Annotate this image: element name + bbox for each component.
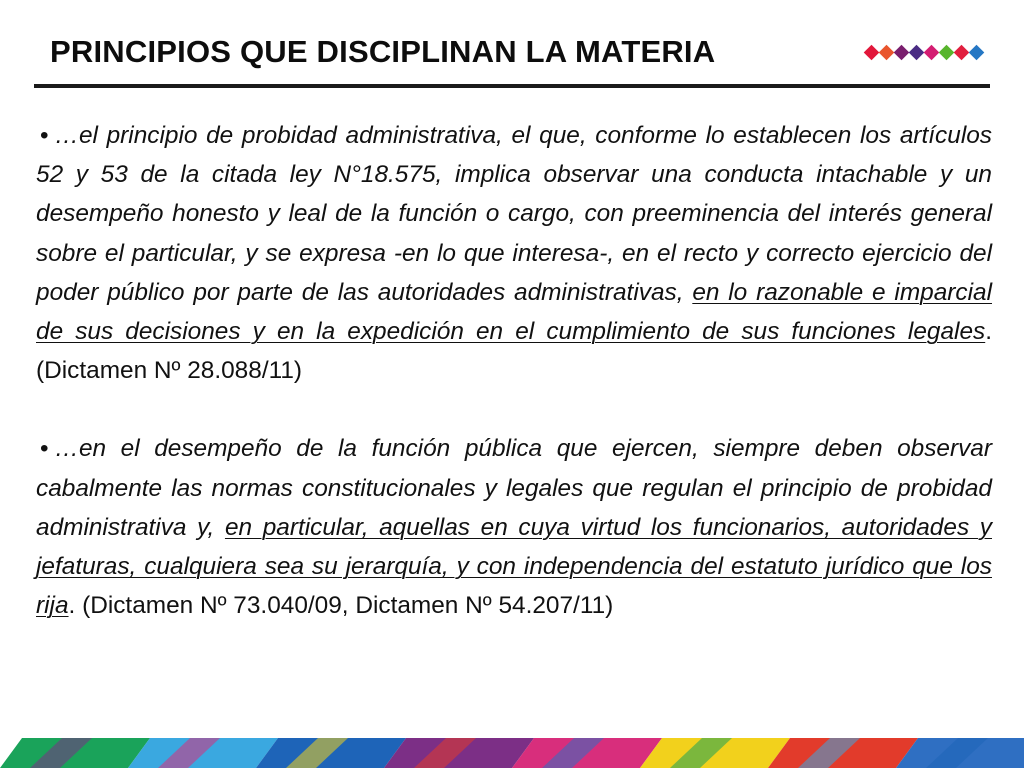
bullet-paragraph-2 (36, 429, 992, 625)
decorative-diamond-row (866, 43, 992, 63)
decorative-diamond (954, 45, 970, 61)
paragraph-1-italic-text: …el principio de probidad administrativa, el que, conforme lo establecen los artículos 52 y 53 de la citada ley N°18.575, implica observar una conducta intachable y un desempeño honesto y leal de la función o cargo, con preeminencia del interés general sobre el particular, y se expresa -en lo que interesa-, en el recto y correcto ejercicio del poder público por parte de las autoridades administrativas, (36, 122, 992, 306)
decorative-diamond (864, 45, 880, 61)
bullet-icon: • (40, 435, 49, 463)
decorative-diamond (909, 45, 925, 61)
decorative-diamond (879, 45, 895, 61)
paragraph-2-italic-text: …en el desempeño de la función pública que ejercen, siempre deben observar cabalmente las normas constitucionales y legales que regulan el principio de probidad administrativa y, (36, 435, 992, 541)
decorative-diamond (969, 45, 985, 61)
bullet-paragraph-1 (36, 116, 992, 390)
slide-body (36, 116, 992, 625)
decorative-diamond (894, 45, 910, 61)
paragraph-1-underlined-text: en lo razonable e imparcial de sus decisiones y en la expedición en el cumplimiento de sus funciones legales (36, 278, 992, 346)
decorative-diamond (939, 45, 955, 61)
paragraph-2-underlined-text: en particular, aquellas en cuya virtud los funcionarios, autoridades y jefaturas, cualquiera sea su jerarquía, y con independencia del estatuto jurídico que los rija (36, 513, 992, 620)
slide-title: PRINCIPIOS QUE DISCIPLINAN LA MATERIA (50, 34, 716, 69)
paragraph-1-citation: . (Dictamen Nº 28.088/11) (36, 318, 992, 385)
decorative-footer-band (0, 738, 1024, 768)
decorative-diamond (924, 45, 940, 61)
title-underline (34, 84, 990, 88)
bullet-icon: • (40, 122, 49, 149)
paragraph-2-citation: . (Dictamen Nº 73.040/09, Dictamen Nº 54.207/11) (68, 592, 614, 620)
